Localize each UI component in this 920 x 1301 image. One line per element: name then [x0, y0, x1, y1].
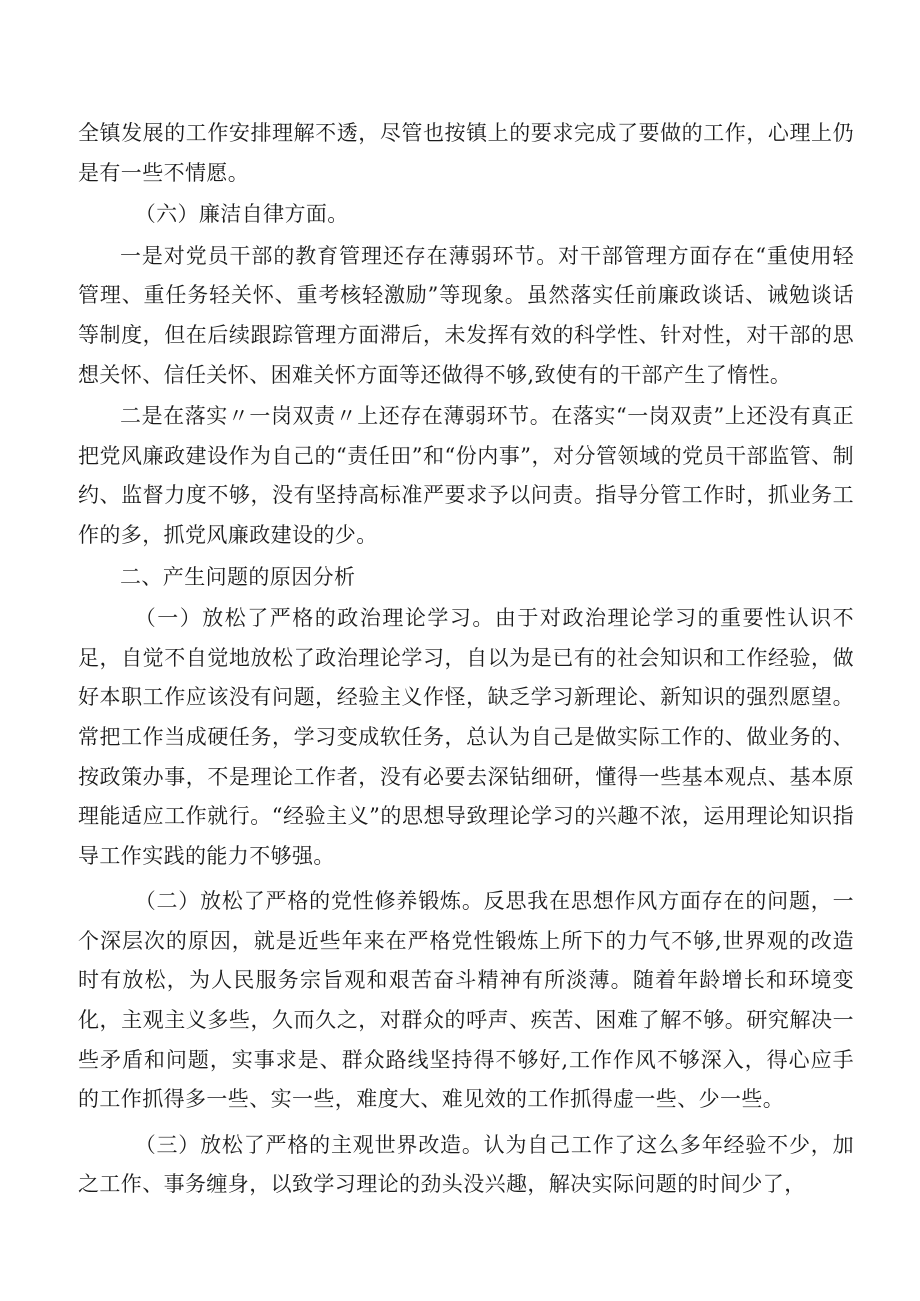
document-body: [78, 114, 854, 1205]
paragraph-worldview-reform: （三）放松了严格的主观世界改造。认为自己工作了这么多年经验不少，加之工作、事务缠身，以致学习理论的劲头没兴趣，解决实际问题的时间少了，: [78, 1132, 854, 1197]
paragraph-political-theory: （一）放松了严格的政治理论学习。由于对政治理论学习的重要性认识不足，自觉不自觉地放松了政治理论学习，自以为是已有的社会知识和工作经验，做好本职工作应该没有问题，经验主义作怪，缺乏学习新理论、新知识的强烈愿望。常把工作当成硬任务，学习变成软任务，总认为自己是做实际工作的、做业务的、按政策办事，不是理论工作者，没有必要去深钻细研，懂得一些基本观点、基本原理能适应工作就行。“经验主义”的思想导致理论学习的兴趣不浓，运用理论知识指导工作实践的能力不够强。: [78, 606, 854, 868]
paragraph-education-management: 一是对党员干部的教育管理还存在薄弱环节。对干部管理方面存在“重使用轻管理、重任务轻关怀、重考核轻激励”等现象。虽然落实任前廉政谈话、诫勉谈话等制度，但在后续跟踪管理方面滞后，未发挥有效的科学性、针对性，对干部的思想关怀、信任关怀、困难关怀方面等还做得不够,致使有的干部产生了惰性。: [78, 243, 854, 387]
section-heading-cause-analysis: 二、产生问题的原因分析: [120, 564, 356, 589]
paragraph-continuation: 全镇发展的工作安排理解不透，尽管也按镇上的要求完成了要做的工作，心理上仍是有一些不情愿。: [78, 121, 854, 185]
section-heading-integrity: （六）廉洁自律方面。: [134, 202, 349, 227]
paragraph-one-post-two-duties: 二是在落实〃一岗双责〃上还存在薄弱环节。在落实“一岗双责”上还没有真正把党风廉政建设作为自己的“责任田”和“份内事”，对分管领域的党员干部监管、制约、监督力度不够，没有坚持高标准严要求予以问责。指导分管工作时，抓业务工作的多，抓党风廉政建设的少。: [78, 404, 854, 547]
paragraph-party-spirit: （二）放松了严格的党性修养锻炼。反思我在思想作风方面存在的问题，一个深层次的原因，就是近些年来在严格党性锻炼上所下的力气不够,世界观的改造时有放松，为人民服务宗旨观和艰苦奋斗精神有所淡薄。随着年龄增长和环境变化，主观主义多些，久而久之，对群众的呼声、疾苦、困难了解不够。研究解决一些矛盾和问题，实事求是、群众路线坚持得不够好,工作作风不够深入，得心应手的工作抓得多一些、实一些，难度大、难见效的工作抓得虚一些、少一些。: [78, 889, 854, 1112]
